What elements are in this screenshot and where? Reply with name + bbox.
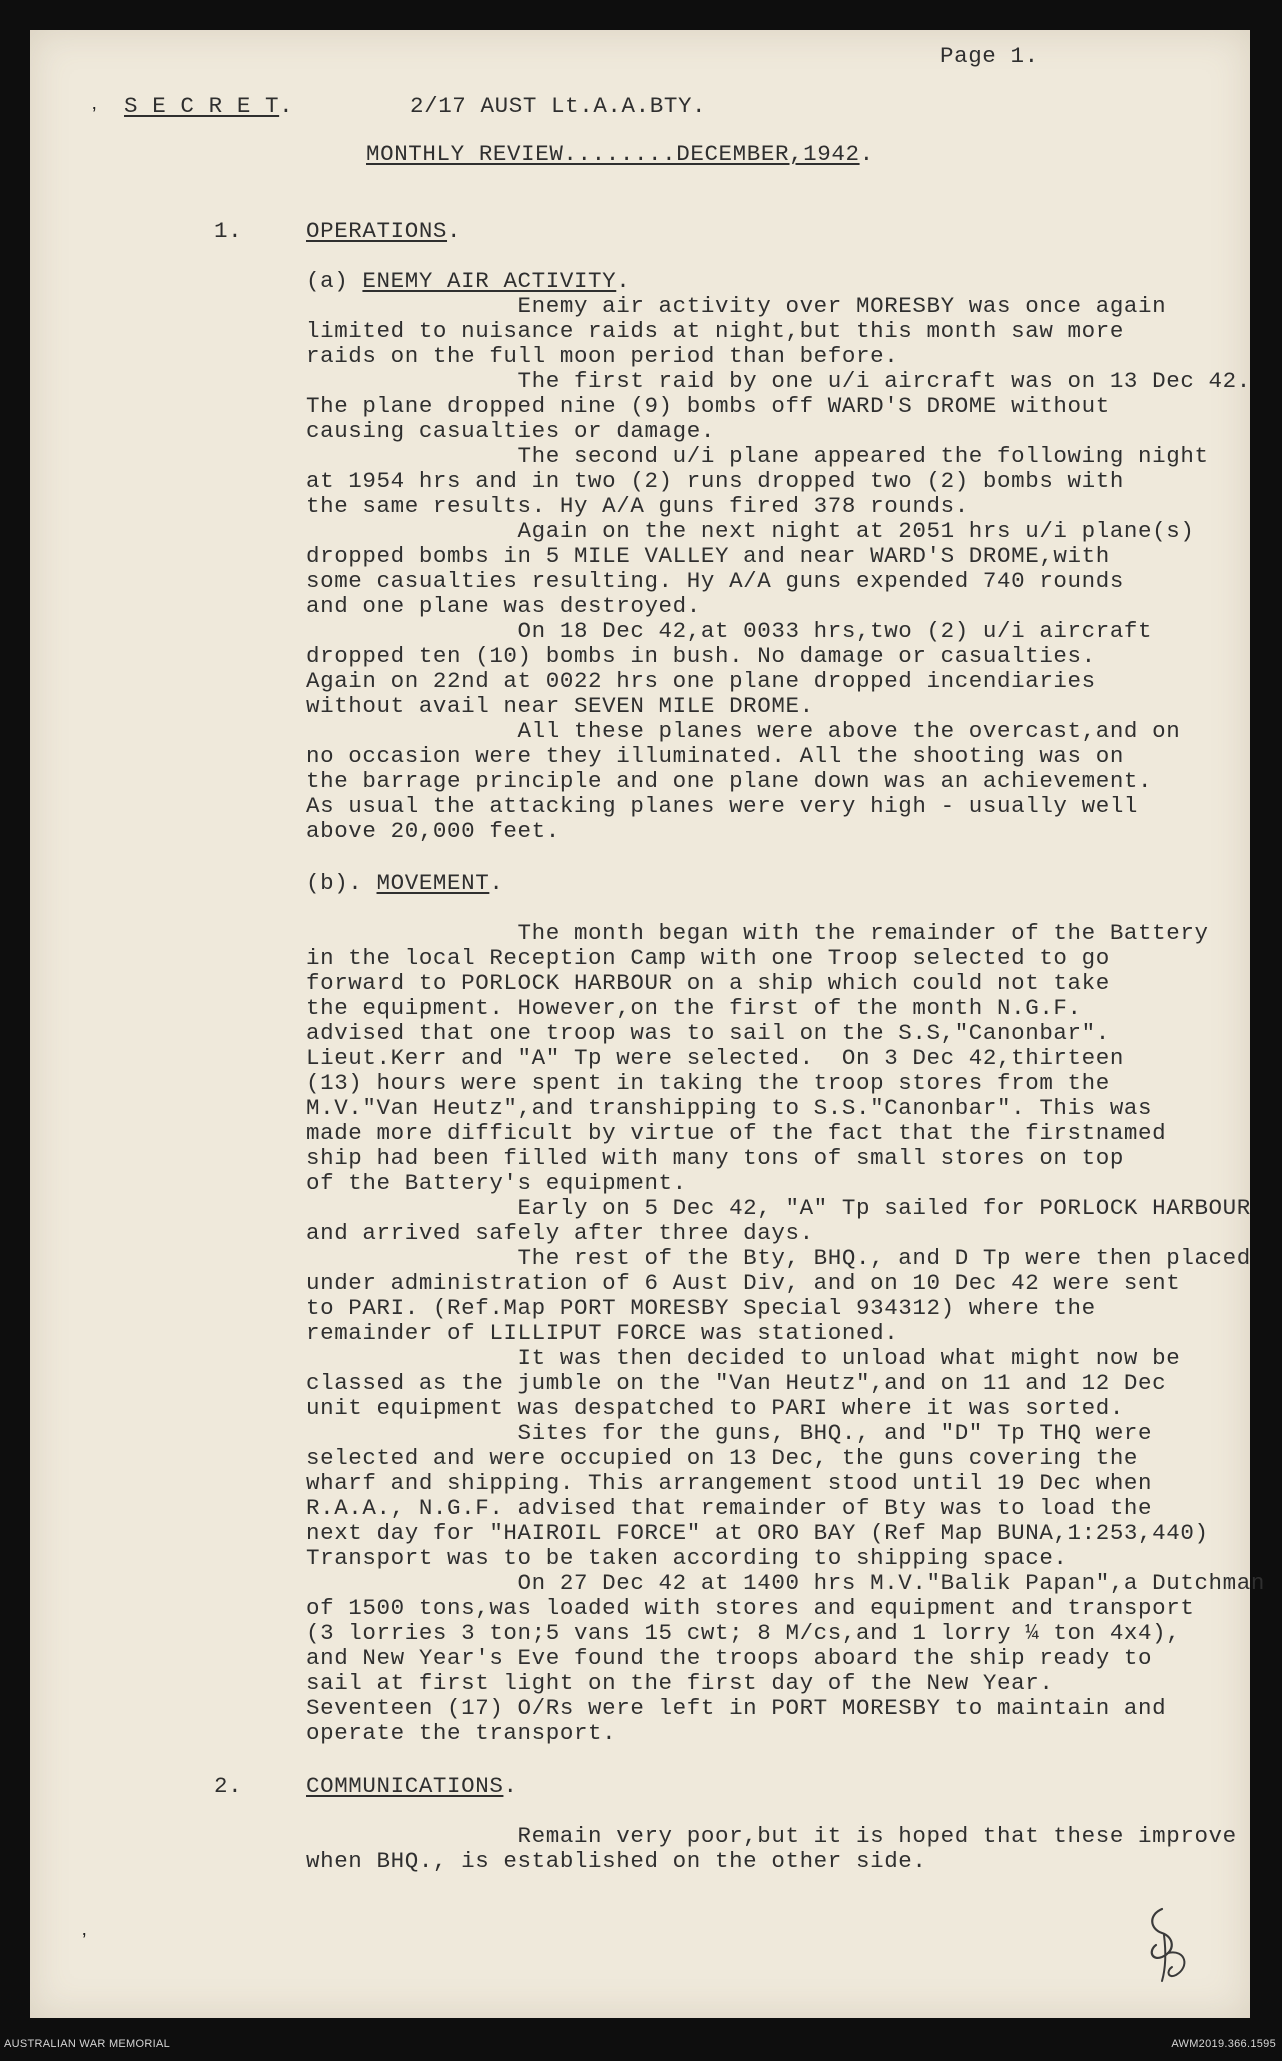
text-line: to PARI. (Ref.Map PORT MORESBY Special 934312) where the [306, 1295, 1096, 1321]
text-line: M.V."Van Heutz",and transhipping to S.S."Canonbar". This was [306, 1095, 1153, 1121]
section-heading-operations-text: OPERATIONS [306, 218, 448, 244]
text-line: of 1500 tons,was loaded with stores and equipment and transport [306, 1595, 1195, 1621]
text-line: Again on 22nd at 0022 hrs one plane dropped incendiaries [306, 668, 1096, 694]
section-heading-communications [306, 1774, 518, 1799]
text-line: As usual the attacking planes were very high - usually well [306, 793, 1139, 819]
text-line: ship had been filled with many tons of small stores on top [306, 1145, 1124, 1171]
text-line: the barrage principle and one plane down was an achievement. [306, 768, 1153, 794]
subsection-b-heading-text: MOVEMENT [376, 870, 490, 896]
text-line: classed as the jumble on the "Van Heutz",and on 11 and 12 Dec [306, 1370, 1167, 1396]
text-line: limited to nuisance raids at night,but this month saw more [306, 318, 1124, 344]
text-line: Lieut.Kerr and "A" Tp were selected. On 3 Dec 42,thirteen [306, 1045, 1124, 1071]
section-heading-communications-dot: . [503, 1773, 518, 1799]
text-line: advised that one troop was to sail on the S.S,"Canonbar". [306, 1020, 1110, 1046]
text-line: at 1954 hrs and in two (2) runs dropped two (2) bombs with [306, 468, 1124, 494]
text-line: dropped bombs in 5 MILE VALLEY and near WARD'S DROME,with [306, 543, 1110, 569]
section-number-1: 1. [214, 218, 243, 244]
text-line: sail at first light on the first day of the New Year. [306, 1670, 1054, 1696]
section-heading-communications-text: COMMUNICATIONS [306, 1773, 504, 1799]
text-line: above 20,000 feet. [306, 818, 560, 844]
archive-footer-left: AUSTRALIAN WAR MEMORIAL [4, 2038, 171, 2050]
document-title-text: MONTHLY REVIEW........DECEMBER,1942 [366, 141, 860, 167]
text-line: of the Battery's equipment. [306, 1170, 687, 1196]
text-line: The first raid by one u/i aircraft was on 13 Dec 42. [306, 368, 1251, 394]
text-line: in the local Reception Camp with one Troop selected to go [306, 945, 1110, 971]
text-line: Remain very poor,but it is hoped that these improve [306, 1823, 1237, 1849]
text-line: It was then decided to unload what might now be [306, 1345, 1181, 1371]
text-line: the equipment. However,on the first of the month N.G.F. [306, 995, 1082, 1021]
subsection-a-dot: . [616, 268, 631, 294]
text-line: next day for "HAIROIL FORCE" at ORO BAY (Ref Map BUNA,1:253,440) [306, 1520, 1209, 1546]
text-line: without avail near SEVEN MILE DROME. [306, 693, 814, 719]
section-heading-operations-dot: . [447, 218, 462, 244]
margin-tick-mark: ’ [92, 104, 97, 126]
communications-text [306, 1824, 1246, 1874]
text-line: selected and were occupied on 13 Dec, the guns covering the [306, 1445, 1139, 1471]
text-line: unit equipment was despatched to PARI where it was sorted. [306, 1395, 1124, 1421]
page-number: Page 1. [940, 43, 1039, 69]
unit-name: 2/17 AUST Lt.A.A.BTY. [410, 93, 707, 119]
text-line: the same results. Hy A/A guns fired 378 rounds. [306, 493, 969, 519]
margin-tick-mark-bottom: ’ [82, 1930, 87, 1952]
text-line: Early on 5 Dec 42, "A" Tp sailed for PORLOCK HARBOUR [306, 1195, 1251, 1221]
text-line: Enemy air activity over MORESBY was once again [306, 293, 1167, 319]
text-line: and arrived safely after three days. [306, 1220, 814, 1246]
handwritten-initials [1140, 1905, 1200, 1985]
subsection-heading-movement [306, 871, 503, 896]
text-line: Seventeen (17) O/Rs were left in PORT MORESBY to maintain and [306, 1695, 1167, 1721]
text-line: wharf and shipping. This arrangement stood until 19 Dec when [306, 1470, 1153, 1496]
text-line: All these planes were above the overcast,and on [306, 718, 1181, 744]
text-line: (13) hours were spent in taking the troop stores from the [306, 1070, 1110, 1096]
subsection-b-prefix: (b). [306, 870, 377, 896]
document-title [366, 142, 874, 167]
classification-header [124, 94, 293, 119]
movement-text [306, 920, 1265, 1746]
text-line: causing casualties or damage. [306, 418, 715, 444]
subsection-a-heading-text: ENEMY AIR ACTIVITY [362, 268, 617, 294]
text-line: and New Year's Eve found the troops aboard the ship ready to [306, 1645, 1153, 1671]
text-line: no occasion were they illuminated. All the shooting was on [306, 743, 1124, 769]
text-line: (3 lorries 3 ton;5 vans 15 cwt; 8 M/cs,and 1 lorry ¼ ton 4x4), [306, 1620, 1181, 1646]
text-line: when BHQ., is established on the other side. [306, 1848, 927, 1874]
document-title-dot: . [859, 141, 874, 167]
section-heading-operations [306, 219, 461, 244]
archive-footer-right: AWM2019.366.1595 [1171, 2038, 1276, 2050]
text-line: Transport was to be taken according to shipping space. [306, 1545, 1068, 1571]
text-line: The second u/i plane appeared the following night [306, 443, 1209, 469]
classification-dot: . [279, 93, 294, 119]
text-line: On 27 Dec 42 at 1400 hrs M.V."Balik Papan",a Dutchman [306, 1570, 1265, 1596]
text-line: R.A.A., N.G.F. advised that remainder of Bty was to load the [306, 1495, 1153, 1521]
text-line: forward to PORLOCK HARBOUR on a ship which could not take [306, 970, 1110, 996]
text-line: operate the transport. [306, 1720, 617, 1746]
text-line: On 18 Dec 42,at 0033 hrs,two (2) u/i aircraft [306, 618, 1153, 644]
enemy-air-activity-text [306, 293, 1251, 844]
subsection-heading-enemy-air-activity [306, 269, 630, 294]
text-line: The month began with the remainder of the Battery [306, 920, 1209, 946]
text-line: remainder of LILLIPUT FORCE was stationed. [306, 1320, 899, 1346]
text-line: The rest of the Bty, BHQ., and D Tp were then placed [306, 1245, 1251, 1271]
subsection-b-dot: . [489, 870, 504, 896]
text-line: and one plane was destroyed. [306, 593, 701, 619]
text-line: raids on the full moon period than before. [306, 343, 899, 369]
text-line: Again on the next night at 2051 hrs u/i plane(s) [306, 518, 1195, 544]
text-line: Sites for the guns, BHQ., and "D" Tp THQ were [306, 1420, 1153, 1446]
classification-label: S E C R E T [124, 93, 280, 119]
subsection-a-prefix: (a) [306, 268, 363, 294]
text-line: dropped ten (10) bombs in bush. No damage or casualties. [306, 643, 1096, 669]
text-line: made more difficult by virtue of the fact that the firstnamed [306, 1120, 1167, 1146]
text-line: under administration of 6 Aust Div, and on 10 Dec 42 were sent [306, 1270, 1181, 1296]
text-line: The plane dropped nine (9) bombs off WARD'S DROME without [306, 393, 1110, 419]
section-number-2: 2. [214, 1773, 243, 1799]
text-line: some casualties resulting. Hy A/A guns expended 740 rounds [306, 568, 1124, 594]
